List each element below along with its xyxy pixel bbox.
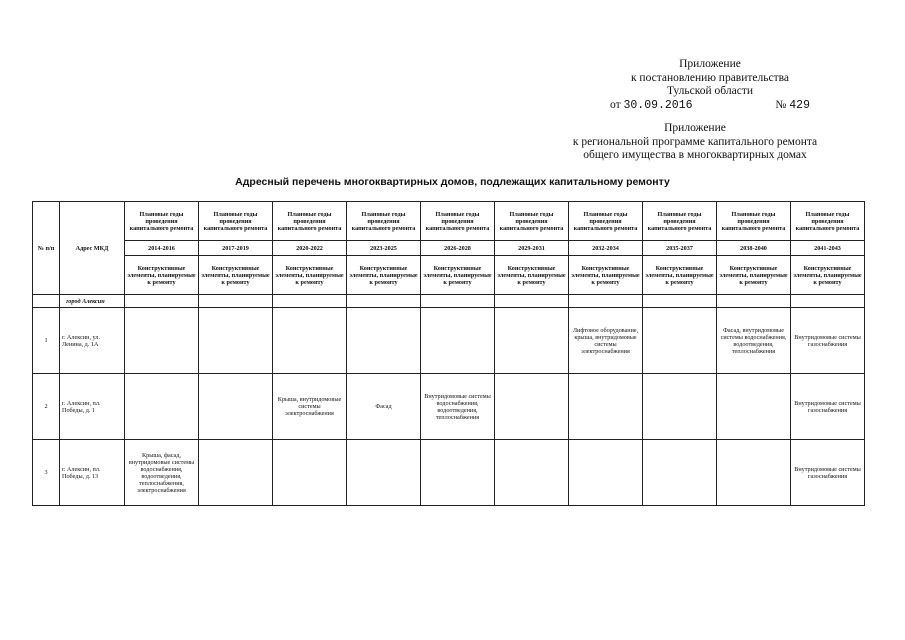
period-header: Плановые годы проведения капитального ремонта: [347, 202, 421, 241]
elements-header: Конструктивные элементы, планируемые к ремонту: [717, 256, 791, 295]
elements-header: Конструктивные элементы, планируемые к ремонту: [791, 256, 865, 295]
period-header: Плановые годы проведения капитального ремонта: [643, 202, 717, 241]
elements-header: Конструктивные элементы, планируемые к ремонту: [495, 256, 569, 295]
years-cell: 2020-2022: [273, 241, 347, 256]
years-cell: 2026-2028: [421, 241, 495, 256]
elements-header: Конструктивные элементы, планируемые к ремонту: [273, 256, 347, 295]
date-number-line: [610, 99, 810, 113]
appendix-header-resolution: [610, 58, 810, 112]
repair-elements-cell: [199, 374, 273, 440]
years-cell: 2017-2019: [199, 241, 273, 256]
elements-header: Конструктивные элементы, планируемые к ремонту: [569, 256, 643, 295]
city-empty-cell: [273, 295, 347, 308]
city-empty-cell: [421, 295, 495, 308]
property-label: общего имущества в многоквартирных домах: [583, 149, 807, 161]
period-header: Плановые годы проведения капитального ремонта: [569, 202, 643, 241]
city-row: [33, 295, 865, 308]
period-header: Плановые годы проведения капитального ремонта: [495, 202, 569, 241]
row-address: г. Алексин, пл. Победы, д. 13: [60, 440, 125, 506]
repair-elements-cell: Лифтовое оборудование, крыша, внутридомовые системы электроснабжения: [569, 308, 643, 374]
period-header: Плановые годы проведения капитального ремонта: [791, 202, 865, 241]
city-empty-cell: [643, 295, 717, 308]
repair-elements-cell: Внутридомовые системы водоснабжения, водоотведения, теплоснабжения: [421, 374, 495, 440]
city-empty-cell: [717, 295, 791, 308]
repair-elements-cell: [495, 374, 569, 440]
date-prefix: от: [610, 98, 621, 111]
period-header: Плановые годы проведения капитального ремонта: [421, 202, 495, 241]
repair-elements-cell: Фасад: [347, 374, 421, 440]
repair-elements-cell: Внутридомовые системы газоснабжения: [791, 308, 865, 374]
years-cell: 2035-2037: [643, 241, 717, 256]
years-cell: 2029-2031: [495, 241, 569, 256]
col-header-num: № п/п: [33, 202, 60, 295]
city-empty-cell: [569, 295, 643, 308]
repair-elements-cell: [421, 308, 495, 374]
repair-elements-cell: Крыша, фасад, внутридомовые системы водоснабжения, водоотведения, теплоснабжения, электроснабжения: [125, 440, 199, 506]
period-header: Плановые годы проведения капитального ремонта: [199, 202, 273, 241]
repair-elements-cell: [125, 374, 199, 440]
number-prefix: №: [775, 98, 787, 111]
row-address: г. Алексин, пл. Победы, д. 1: [60, 374, 125, 440]
program-label: к региональной программе капитального ремонта: [572, 135, 818, 148]
elements-header: Конструктивные элементы, планируемые к ремонту: [199, 256, 273, 295]
col-header-address: Адрес МКД: [60, 202, 125, 295]
years-cell: 2032-2034: [569, 241, 643, 256]
appendix-header-program: [545, 122, 845, 163]
repair-elements-cell: Фасад, внутридомовые системы водоснабжения, водоотведения, теплоснабжения: [717, 308, 791, 374]
repair-elements-cell: [347, 440, 421, 506]
document-title: Адресный перечень многоквартирных домов, подлежащих капитальному ремонту: [235, 176, 670, 188]
elements-header-row: [33, 256, 865, 295]
row-number: 1: [33, 308, 60, 374]
years-cell: 2038-2040: [717, 241, 791, 256]
repair-elements-cell: [273, 440, 347, 506]
period-header: Плановые годы проведения капитального ремонта: [125, 202, 199, 241]
period-header: Плановые годы проведения капитального ремонта: [717, 202, 791, 241]
repair-elements-cell: [199, 440, 273, 506]
repair-elements-cell: [717, 440, 791, 506]
resolution-number: 429: [789, 98, 810, 112]
city-empty-cell: [199, 295, 273, 308]
years-cell: 2023-2025: [347, 241, 421, 256]
repair-elements-cell: [643, 374, 717, 440]
table-row: [33, 440, 865, 506]
repair-elements-cell: [569, 374, 643, 440]
city-name: город Алексин: [60, 295, 125, 308]
repair-elements-cell: Внутридомовые системы газоснабжения: [791, 374, 865, 440]
repair-elements-cell: [347, 308, 421, 374]
period-header: Плановые годы проведения капитального ремонта: [273, 202, 347, 241]
elements-header: Конструктивные элементы, планируемые к ремонту: [125, 256, 199, 295]
elements-header: Конструктивные элементы, планируемые к ремонту: [643, 256, 717, 295]
repair-elements-cell: [717, 374, 791, 440]
city-empty-cell: [125, 295, 199, 308]
row-address: г. Алексин, ул. Ленина, д. 1А: [60, 308, 125, 374]
repair-elements-cell: [569, 440, 643, 506]
resolution-date: 30.09.2016: [623, 98, 693, 112]
repair-elements-cell: [495, 308, 569, 374]
city-num-cell: [33, 295, 60, 308]
elements-header: Конструктивные элементы, планируемые к ремонту: [347, 256, 421, 295]
repair-elements-cell: [273, 308, 347, 374]
repair-elements-cell: [643, 308, 717, 374]
repair-elements-cell: [421, 440, 495, 506]
resolution-label: к постановлению правительства: [630, 71, 790, 84]
years-header-row: [33, 241, 865, 256]
appendix-label: Приложение: [664, 122, 726, 134]
years-cell: 2014-2016: [125, 241, 199, 256]
row-number: 3: [33, 440, 60, 506]
table-row: [33, 308, 865, 374]
years-cell: 2041-2043: [791, 241, 865, 256]
city-empty-cell: [495, 295, 569, 308]
region-label: Тульской области: [666, 85, 753, 97]
repair-elements-cell: [495, 440, 569, 506]
city-empty-cell: [347, 295, 421, 308]
address-register-table: [32, 201, 865, 506]
repair-elements-cell: [199, 308, 273, 374]
repair-elements-cell: Внутридомовые системы газоснабжения: [791, 440, 865, 506]
repair-elements-cell: Крыша, внутридомовые системы электроснабжения: [273, 374, 347, 440]
elements-header: Конструктивные элементы, планируемые к ремонту: [421, 256, 495, 295]
appendix-label: Приложение: [679, 58, 741, 70]
repair-elements-cell: [643, 440, 717, 506]
repair-elements-cell: [125, 308, 199, 374]
city-empty-cell: [791, 295, 865, 308]
table-row: [33, 374, 865, 440]
period-header-row: [33, 202, 865, 241]
row-number: 2: [33, 374, 60, 440]
